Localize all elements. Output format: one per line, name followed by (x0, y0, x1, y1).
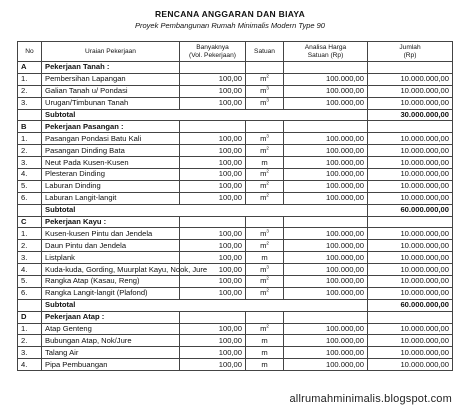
section-name: Pekerjaan Atap : (42, 311, 180, 323)
row-number: 1. (18, 228, 42, 240)
header-description: Uraian Pekerjaan (42, 42, 180, 62)
header-total-line1: Jumlah (399, 44, 421, 52)
section-header-row (18, 62, 453, 74)
row-unit (246, 192, 284, 204)
row-unit-symbol: m (260, 288, 267, 298)
section-header-row (18, 121, 453, 133)
row-volume: 100,00 (180, 347, 246, 359)
row-unit (246, 276, 284, 288)
empty-cell (284, 121, 368, 133)
empty-cell (368, 311, 453, 323)
row-unit-exponent: 2 (266, 287, 269, 293)
subtotal-value: 30.000.000,00 (368, 109, 453, 121)
row-volume: 100,00 (180, 85, 246, 97)
empty-cell (18, 109, 42, 121)
empty-cell (180, 311, 246, 323)
empty-cell (284, 62, 368, 74)
row-unit-price: 100.000,00 (284, 97, 368, 109)
row-unit-symbol: m (260, 169, 267, 179)
row-unit-symbol: m (260, 86, 267, 96)
row-description: Pasangan Pondasi Batu Kali (42, 133, 180, 145)
row-unit-price: 100.000,00 (284, 192, 368, 204)
row-description: Galian Tanah u/ Pondasi (42, 85, 180, 97)
row-number: 3. (18, 252, 42, 264)
row-description: Kuda-kuda, Gording, Muurplat Kayu, Nook, Jure (42, 264, 180, 276)
row-volume: 100,00 (180, 169, 246, 181)
row-unit (246, 228, 284, 240)
row-number: 2. (18, 85, 42, 97)
row-total: 10.000.000,00 (368, 264, 453, 276)
table-row (18, 335, 453, 347)
row-description: Bubungan Atap, Nok/Jure (42, 335, 180, 347)
row-volume: 100,00 (180, 323, 246, 335)
row-description: Pembersihan Lapangan (42, 73, 180, 85)
row-unit-exponent: 2 (266, 73, 269, 79)
row-unit-price: 100.000,00 (284, 133, 368, 145)
row-unit-price: 100.000,00 (284, 335, 368, 347)
row-volume: 100,00 (180, 359, 246, 371)
row-description: Urugan/Timbunan Tanah (42, 97, 180, 109)
table-row (18, 192, 453, 204)
row-description: Rangka Atap (Kasau, Reng) (42, 276, 180, 288)
row-unit-price: 100.000,00 (284, 73, 368, 85)
header-total-line2: (Rp) (403, 51, 417, 59)
empty-cell (18, 299, 42, 311)
subtotal-row (18, 109, 453, 121)
row-unit-price: 100.000,00 (284, 287, 368, 299)
section-name: Pekerjaan Tanah : (42, 62, 180, 74)
table-row (18, 276, 453, 288)
row-number: 6. (18, 287, 42, 299)
section-code: D (18, 311, 42, 323)
row-unit-symbol: m (260, 74, 267, 84)
subtotal-label: Subtotal (42, 299, 368, 311)
row-total: 10.000.000,00 (368, 192, 453, 204)
row-description: Laburan Dinding (42, 180, 180, 192)
empty-cell (180, 121, 246, 133)
empty-cell (284, 216, 368, 228)
section-code: C (18, 216, 42, 228)
row-unit-symbol: m (260, 133, 267, 143)
empty-cell (180, 216, 246, 228)
row-number: 6. (18, 192, 42, 204)
header-volume (180, 42, 246, 62)
row-unit-exponent: 2 (266, 240, 269, 246)
row-volume: 100,00 (180, 192, 246, 204)
row-unit (246, 240, 284, 252)
header-unit-price (284, 42, 368, 62)
section-name: Pekerjaan Pasangan : (42, 121, 180, 133)
row-unit-price: 100.000,00 (284, 145, 368, 157)
row-total: 10.000.000,00 (368, 169, 453, 181)
row-unit-symbol: m (261, 335, 268, 345)
row-volume: 100,00 (180, 180, 246, 192)
subtotal-row (18, 204, 453, 216)
document-subtitle: Proyek Pembangunan Rumah Minimalis Modern Type 90 (135, 21, 325, 30)
row-unit-exponent: 3 (266, 97, 269, 103)
row-unit-symbol: m (260, 264, 267, 274)
empty-cell (246, 216, 284, 228)
row-total: 10.000.000,00 (368, 97, 453, 109)
row-unit-exponent: 2 (266, 180, 269, 186)
row-volume: 100,00 (180, 157, 246, 169)
row-unit-price: 100.000,00 (284, 323, 368, 335)
row-unit-symbol: m (260, 228, 267, 238)
row-unit-price: 100.000,00 (284, 347, 368, 359)
row-description: Daun Pintu dan Jendela (42, 240, 180, 252)
row-unit (246, 180, 284, 192)
table-body (18, 62, 453, 371)
header-no: No (18, 42, 42, 62)
table-row (18, 157, 453, 169)
table-row (18, 240, 453, 252)
row-unit-price: 100.000,00 (284, 157, 368, 169)
row-description: Listplank (42, 252, 180, 264)
header-volume-line1: Banyaknya (196, 44, 229, 52)
row-unit (246, 335, 284, 347)
table-row (18, 180, 453, 192)
table-header-row (18, 42, 453, 62)
header-volume-line2: (Vol. Pekerjaan) (189, 51, 236, 59)
row-unit-price: 100.000,00 (284, 228, 368, 240)
row-volume: 100,00 (180, 276, 246, 288)
row-number: 2. (18, 145, 42, 157)
row-unit-price: 100.000,00 (284, 276, 368, 288)
row-unit-price: 100.000,00 (284, 252, 368, 264)
row-number: 1. (18, 73, 42, 85)
row-total: 10.000.000,00 (368, 335, 453, 347)
row-unit-exponent: 2 (266, 168, 269, 174)
row-unit-exponent: 2 (266, 192, 269, 198)
row-total: 10.000.000,00 (368, 85, 453, 97)
table-row (18, 252, 453, 264)
subtotal-label: Subtotal (42, 204, 368, 216)
table-row (18, 73, 453, 85)
empty-cell (246, 121, 284, 133)
row-total: 10.000.000,00 (368, 180, 453, 192)
row-description: Rangka Langit-langit (Plafond) (42, 287, 180, 299)
row-volume: 100,00 (180, 145, 246, 157)
row-number: 4. (18, 264, 42, 276)
row-total: 10.000.000,00 (368, 145, 453, 157)
row-description: Talang Air (42, 347, 180, 359)
row-description: Pipa Pembuangan (42, 359, 180, 371)
empty-cell (246, 311, 284, 323)
row-unit (246, 73, 284, 85)
empty-cell (18, 204, 42, 216)
row-unit-symbol: m (260, 145, 267, 155)
table-row (18, 133, 453, 145)
row-total: 10.000.000,00 (368, 323, 453, 335)
row-unit (246, 359, 284, 371)
row-total: 10.000.000,00 (368, 240, 453, 252)
row-total: 10.000.000,00 (368, 276, 453, 288)
section-header-row (18, 216, 453, 228)
row-description: Pasangan Dinding Bata (42, 145, 180, 157)
row-unit (246, 145, 284, 157)
row-unit (246, 97, 284, 109)
row-number: 4. (18, 169, 42, 181)
watermark-text: allrumahminimalis.blogspot.com (289, 393, 452, 405)
table-row (18, 287, 453, 299)
table-row (18, 347, 453, 359)
subtotal-value: 60.000.000,00 (368, 204, 453, 216)
row-unit-symbol: m (260, 193, 267, 203)
row-unit (246, 169, 284, 181)
header-unit: Satuan (246, 42, 284, 62)
row-description: Atap Genteng (42, 323, 180, 335)
row-unit-symbol: m (261, 157, 268, 167)
row-unit-symbol: m (261, 347, 268, 357)
row-total: 10.000.000,00 (368, 287, 453, 299)
table-row (18, 145, 453, 157)
row-unit-price: 100.000,00 (284, 180, 368, 192)
header-total (368, 42, 453, 62)
row-unit-symbol: m (260, 240, 267, 250)
budget-table (17, 41, 453, 371)
empty-cell (368, 121, 453, 133)
row-unit-exponent: 2 (266, 145, 269, 151)
row-unit (246, 133, 284, 145)
row-unit (246, 323, 284, 335)
table-row (18, 228, 453, 240)
table-row (18, 97, 453, 109)
row-total: 10.000.000,00 (368, 228, 453, 240)
table-row (18, 323, 453, 335)
row-volume: 100,00 (180, 73, 246, 85)
row-number: 1. (18, 133, 42, 145)
subtotal-row (18, 299, 453, 311)
row-volume: 100,00 (180, 335, 246, 347)
row-total: 10.000.000,00 (368, 359, 453, 371)
header-price-line1: Analisa Harga (304, 44, 347, 52)
table-row (18, 264, 453, 276)
row-total: 10.000.000,00 (368, 157, 453, 169)
row-description: Plesteran Dinding (42, 169, 180, 181)
row-number: 3. (18, 157, 42, 169)
row-volume: 100,00 (180, 228, 246, 240)
row-unit-symbol: m (260, 98, 267, 108)
row-unit-exponent: 3 (266, 264, 269, 270)
empty-cell (368, 62, 453, 74)
row-unit-symbol: m (260, 181, 267, 191)
row-unit-symbol: m (261, 252, 268, 262)
row-unit-symbol: m (260, 324, 267, 334)
row-total: 10.000.000,00 (368, 347, 453, 359)
row-unit-price: 100.000,00 (284, 85, 368, 97)
empty-cell (246, 62, 284, 74)
section-name: Pekerjaan Kayu : (42, 216, 180, 228)
header-price-line2: Satuan (Rp) (307, 51, 344, 59)
table-row (18, 85, 453, 97)
empty-cell (180, 62, 246, 74)
row-number: 2. (18, 335, 42, 347)
row-number: 4. (18, 359, 42, 371)
row-number: 5. (18, 276, 42, 288)
row-number: 3. (18, 347, 42, 359)
row-total: 10.000.000,00 (368, 133, 453, 145)
row-unit-symbol: m (261, 359, 268, 369)
row-unit-exponent: 3 (266, 228, 269, 234)
row-unit-exponent: 2 (266, 275, 269, 281)
row-total: 10.000.000,00 (368, 252, 453, 264)
subtotal-value: 60.000.000,00 (368, 299, 453, 311)
section-code: A (18, 62, 42, 74)
row-number: 5. (18, 180, 42, 192)
row-volume: 100,00 (180, 287, 246, 299)
row-unit-price: 100.000,00 (284, 359, 368, 371)
section-code: B (18, 121, 42, 133)
row-unit-price: 100.000,00 (284, 169, 368, 181)
table-row (18, 169, 453, 181)
row-volume: 100,00 (180, 97, 246, 109)
row-number: 1. (18, 323, 42, 335)
row-unit-exponent: 2 (266, 323, 269, 329)
document-title: RENCANA ANGGARAN DAN BIAYA (154, 9, 306, 19)
row-unit (246, 252, 284, 264)
row-unit (246, 85, 284, 97)
row-unit (246, 287, 284, 299)
row-unit-price: 100.000,00 (284, 264, 368, 276)
row-number: 2. (18, 240, 42, 252)
row-unit (246, 157, 284, 169)
row-volume: 100,00 (180, 133, 246, 145)
row-unit-price: 100.000,00 (284, 240, 368, 252)
row-volume: 100,00 (180, 252, 246, 264)
row-unit (246, 347, 284, 359)
subtotal-label: Subtotal (42, 109, 368, 121)
row-volume: 100,00 (180, 240, 246, 252)
row-total: 10.000.000,00 (368, 73, 453, 85)
row-unit-exponent: 3 (266, 85, 269, 91)
empty-cell (368, 216, 453, 228)
row-unit (246, 264, 284, 276)
row-volume: 100,00 (180, 264, 246, 276)
row-number: 3. (18, 97, 42, 109)
table-row (18, 359, 453, 371)
row-unit-symbol: m (260, 276, 267, 286)
section-header-row (18, 311, 453, 323)
empty-cell (284, 311, 368, 323)
row-unit-exponent: 3 (266, 133, 269, 139)
row-description: Kusen-kusen Pintu dan Jendela (42, 228, 180, 240)
row-description: Laburan Langit-langit (42, 192, 180, 204)
row-description: Neut Pada Kusen-Kusen (42, 157, 180, 169)
